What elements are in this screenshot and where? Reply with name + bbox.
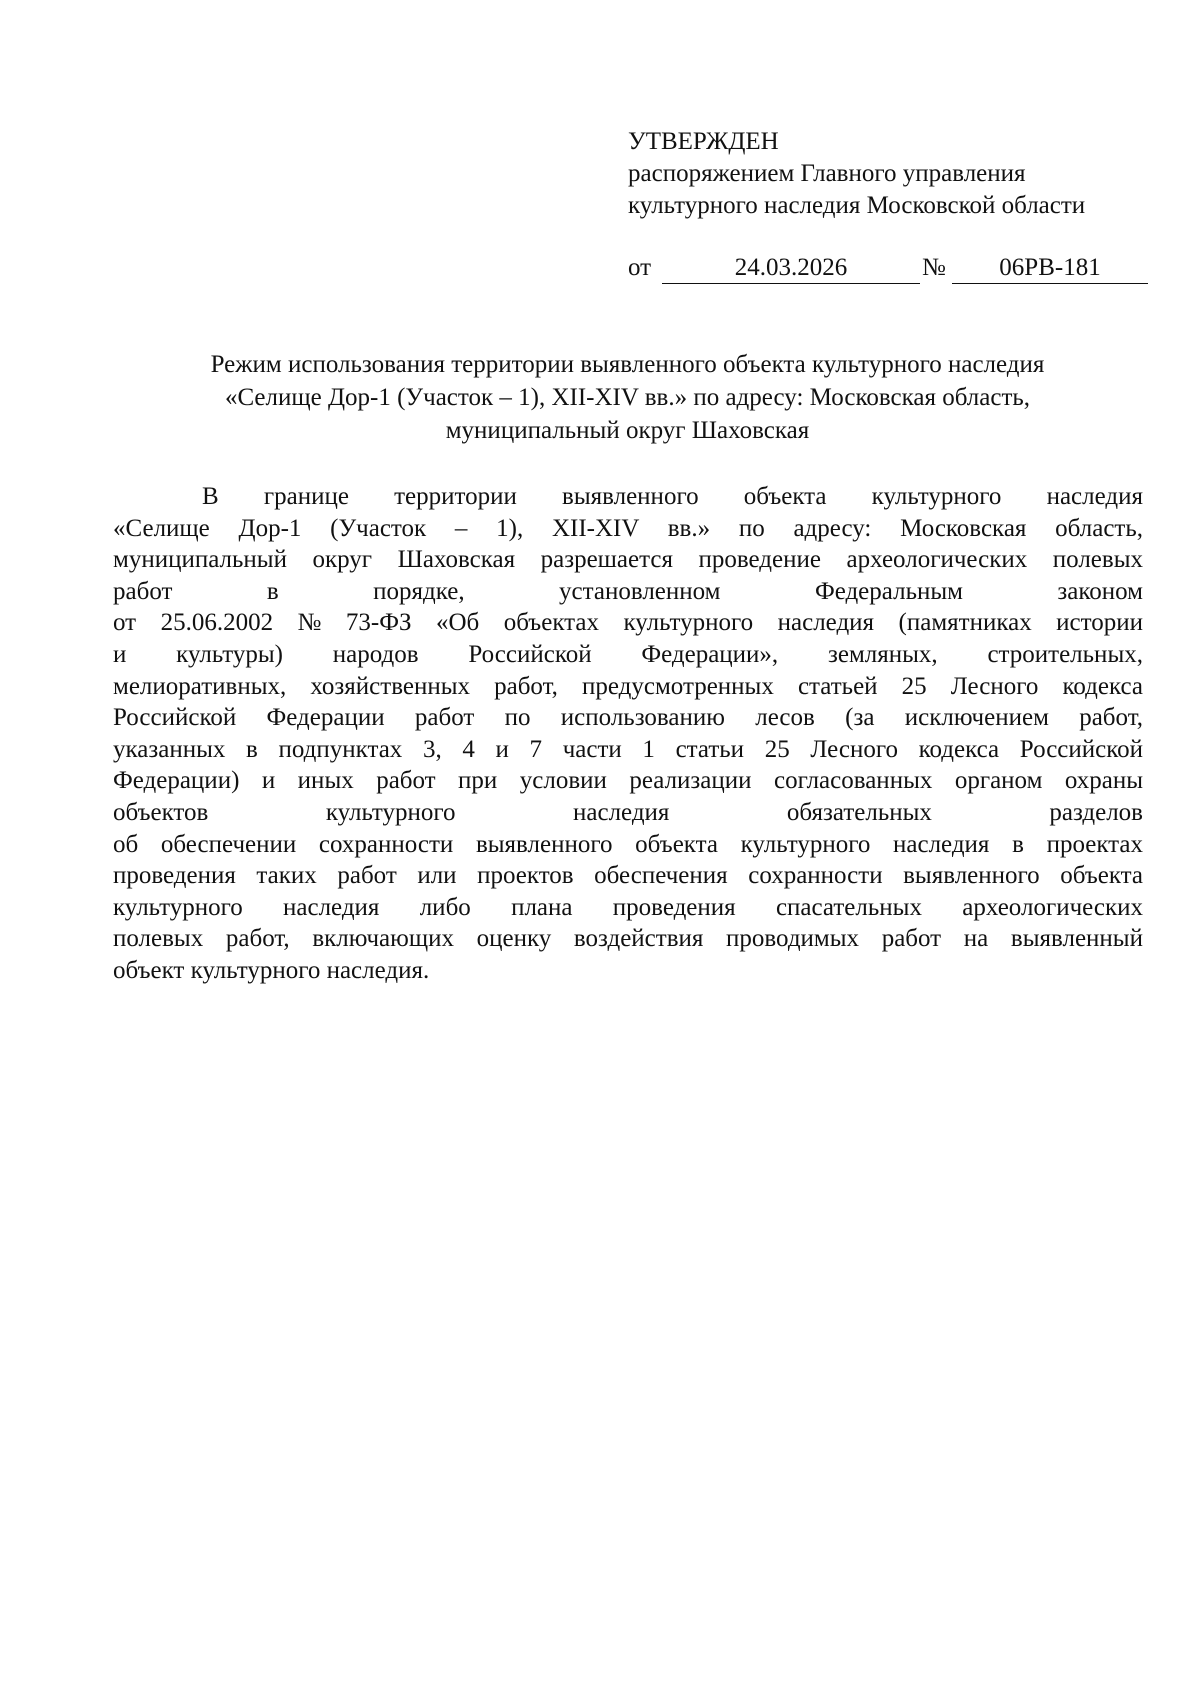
number-prefix: № <box>922 254 946 281</box>
body-line: «Селище Дор-1 (Участок – 1), XII-XIV вв.» по адресу: Московская область, <box>113 514 1143 542</box>
body-line: объектов культурного наследия обязательных разделов <box>113 798 1143 826</box>
date-prefix: от <box>628 254 652 281</box>
body-line: полевых работ, включающих оценку воздействия проводимых работ на выявленный <box>113 925 1143 953</box>
title-line-1: Режим использования территории выявленного объекта культурного наследия <box>210 351 1045 378</box>
body-line: объект культурного наследия. <box>113 956 430 984</box>
title-line-3: муниципальный округ Шаховская <box>445 417 810 444</box>
body-line: Российской Федерации работ по использованию лесов (за исключением работ, <box>113 704 1143 732</box>
body-line: В границе территории выявленного объекта культурного наследия <box>202 483 1143 510</box>
body-line: муниципальный округ Шаховская разрешается проведение археологических полевых <box>113 546 1143 574</box>
date-field: 24.03.2026 <box>662 253 920 284</box>
body-line: об обеспечении сохранности выявленного объекта культурного наследия в проектах <box>113 830 1143 858</box>
body-paragraph <box>113 481 1143 987</box>
body-line: Федерации) и иных работ при условии реализации согласованных органом охраны <box>113 767 1143 795</box>
number-field: 06РВ-181 <box>952 253 1148 284</box>
body-line: мелиоративных, хозяйственных работ, предусмотренных статьей 25 Лесного кодекса <box>113 672 1143 700</box>
approval-heading: УТВЕРЖДЕН <box>628 128 779 155</box>
body-line: от 25.06.2002 № 73-ФЗ «Об объектах культурного наследия (памятниках истории <box>113 609 1143 637</box>
document-title <box>110 348 1145 447</box>
approval-line-2: культурного наследия Московской области <box>628 192 1086 219</box>
body-line: проведения таких работ или проектов обеспечения сохранности выявленного объекта <box>113 862 1143 890</box>
approval-date-row <box>628 252 1148 284</box>
approval-line-1: распоряжением Главного управления <box>628 160 1026 187</box>
title-line-2: «Селище Дор-1 (Участок – 1), XII-XIV вв.» по адресу: Московская область, <box>224 384 1031 411</box>
approval-block <box>628 126 1148 222</box>
body-line: культурного наследия либо плана проведения спасательных археологических <box>113 893 1143 921</box>
body-line: и культуры) народов Российской Федерации», земляных, строительных, <box>113 640 1143 668</box>
body-line: указанных в подпунктах 3, 4 и 7 части 1 статьи 25 Лесного кодекса Российской <box>113 735 1143 763</box>
body-line: работ в порядке, установленном Федеральным законом <box>113 577 1143 605</box>
